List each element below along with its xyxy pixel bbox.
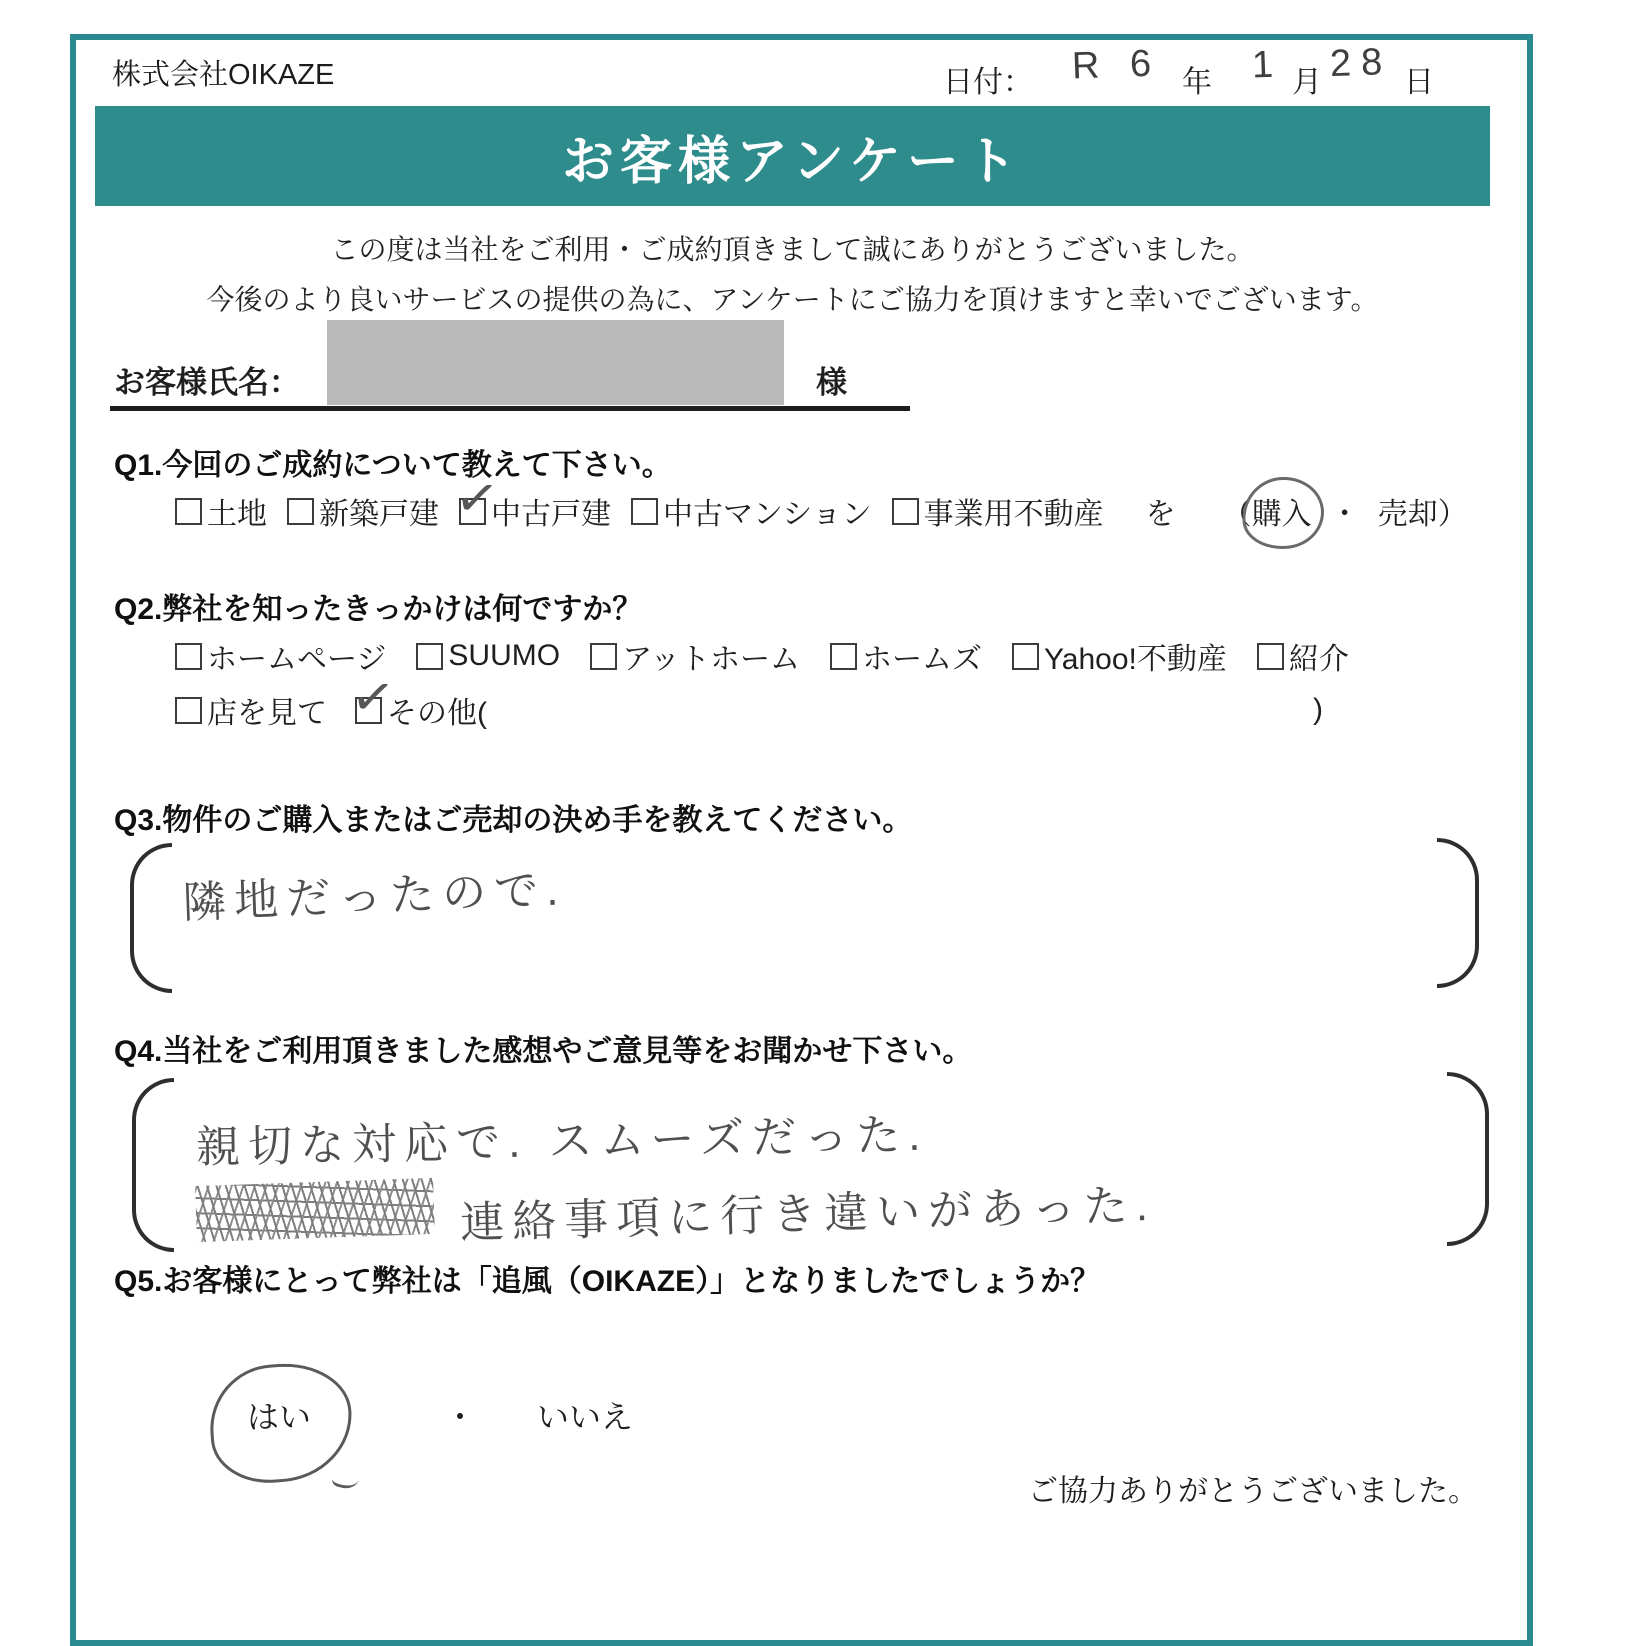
checkbox-icon[interactable] — [287, 498, 314, 525]
q3-heading: Q3.物件のご購入またはご売却の決め手を教えてください。 — [114, 804, 913, 837]
honorific-label: 様 — [816, 365, 847, 400]
q2-option-shokai — [1257, 634, 1349, 678]
q4-handwritten-answer-line1: 親切な対応で. スムーズだった. — [195, 1110, 929, 1173]
name-underline — [110, 406, 910, 411]
option-label: 中古戸建 — [491, 498, 611, 531]
option-label: 新築戸建 — [319, 498, 439, 531]
form-title-banner — [95, 106, 1490, 206]
q1-option-jigyoyo — [892, 489, 1104, 533]
checkbox-icon[interactable] — [175, 643, 202, 670]
q4-handwritten-answer-line2 — [196, 1178, 1157, 1249]
form-title: お客様アンケート — [562, 132, 1023, 191]
q2-option-athome — [590, 634, 800, 678]
date-year-suffix: 年 — [1182, 66, 1212, 99]
q1-choice-buy-circled[interactable] — [1252, 489, 1312, 533]
option-label: Yahoo!不動産 — [1043, 643, 1227, 676]
paren-open: （ — [1221, 498, 1252, 531]
q5-option-yes[interactable]: はい — [247, 1399, 312, 1435]
q2-close-paren: ) — [1313, 693, 1323, 726]
checkbox-icon[interactable] — [590, 643, 617, 670]
date-month-handwritten: 1 — [1251, 43, 1284, 87]
q1-option-chuko-mansion — [631, 489, 872, 533]
paren-close: ） — [1437, 498, 1468, 531]
q1-buy-sell-group — [1222, 489, 1468, 533]
q1-choice-separator: ・ — [1329, 498, 1360, 531]
q5-heading: Q5.お客様にとって弊社は「追風（OIKAZE）」となりましたでしょうか？ — [114, 1265, 1101, 1298]
q4-answer-bracket-left — [132, 1078, 174, 1252]
q4-line2-text: 連絡事項に行き違いがあった. — [459, 1180, 1157, 1249]
option-label: アットホーム — [622, 643, 800, 676]
closing-thanks: ご協力ありがとうございました。 — [1028, 1475, 1478, 1508]
date-day-suffix: 日 — [1404, 66, 1434, 99]
date-label: 日付： — [943, 66, 1033, 99]
option-label: 店を見て — [207, 697, 327, 730]
checkbox-icon[interactable] — [1012, 643, 1039, 670]
q2-option-suumo — [416, 639, 560, 673]
q1-option-chuko-kodate — [451, 467, 611, 533]
choice-buy-label: 購入 — [1251, 498, 1312, 531]
checkmark-icon: ✓ — [451, 467, 503, 531]
option-label: 紹介 — [1288, 643, 1349, 676]
q1-option-shinchiku — [287, 489, 439, 533]
q2-options-row-2 — [175, 666, 1323, 732]
date-day-handwritten: 28 — [1329, 40, 1393, 86]
checkbox-icon[interactable] — [1257, 643, 1284, 670]
checkbox-icon[interactable] — [631, 498, 658, 525]
option-label: 土地 — [207, 498, 267, 531]
q3-answer-bracket-right — [1437, 838, 1479, 988]
company-name: 株式会社OIKAZE — [112, 59, 335, 91]
option-label: ホームページ — [207, 643, 387, 676]
q2-option-mise — [175, 688, 327, 732]
option-label: ホームズ — [861, 643, 982, 676]
q2-option-yahoo — [1012, 634, 1227, 678]
intro-line-1: この度は当社をご利用・ご成約頂きまして誠にありがとうございました。 — [330, 234, 1255, 265]
checkbox-icon[interactable] — [175, 697, 202, 724]
q4-answer-bracket-right — [1447, 1072, 1489, 1246]
date-era-handwritten: R 6 — [1071, 42, 1162, 88]
customer-name-label: お客様氏名： — [114, 365, 300, 400]
checkbox-icon[interactable] — [830, 643, 857, 670]
checkbox-icon[interactable] — [175, 498, 202, 525]
q1-heading: Q1.今回のご成約について教えて下さい。 — [114, 449, 672, 482]
q1-options-row — [175, 467, 1468, 533]
q1-option-tochi — [175, 489, 267, 533]
checkbox-icon[interactable] — [416, 643, 443, 670]
q5-separator: ・ — [444, 1399, 477, 1435]
q2-option-homes — [830, 634, 982, 678]
q2-option-sonota — [347, 666, 487, 732]
q2-heading: Q2.弊社を知ったきっかけは何ですか？ — [114, 593, 643, 626]
q5-option-no[interactable]: いいえ — [537, 1399, 634, 1435]
q3-answer-bracket-left — [130, 843, 172, 993]
q1-particle: を — [1145, 498, 1176, 531]
scribbled-out-word — [195, 1178, 435, 1242]
q1-choice-sell[interactable]: 売却 — [1377, 498, 1438, 531]
option-label: 中古マンション — [663, 498, 872, 531]
q3-handwritten-answer: 隣地だったので. — [181, 865, 568, 928]
q2-options-row-1 — [175, 634, 1349, 678]
option-label: SUUMO — [448, 639, 561, 672]
option-label: その他( — [387, 697, 487, 730]
q4-heading: Q4.当社をご利用頂きました感想やご意見等をお聞かせ下さい。 — [114, 1035, 973, 1068]
date-month-suffix: 月 — [1292, 66, 1322, 99]
checkmark-icon: ✓ — [347, 666, 399, 730]
checkbox-icon[interactable] — [892, 498, 919, 525]
option-label: 事業用不動産 — [923, 498, 1104, 531]
intro-line-2: 今後のより良いサービスの提供の為に、アンケートにご協力を頂けますと幸いでございます。 — [206, 284, 1379, 315]
customer-name-redaction-box — [327, 320, 784, 405]
